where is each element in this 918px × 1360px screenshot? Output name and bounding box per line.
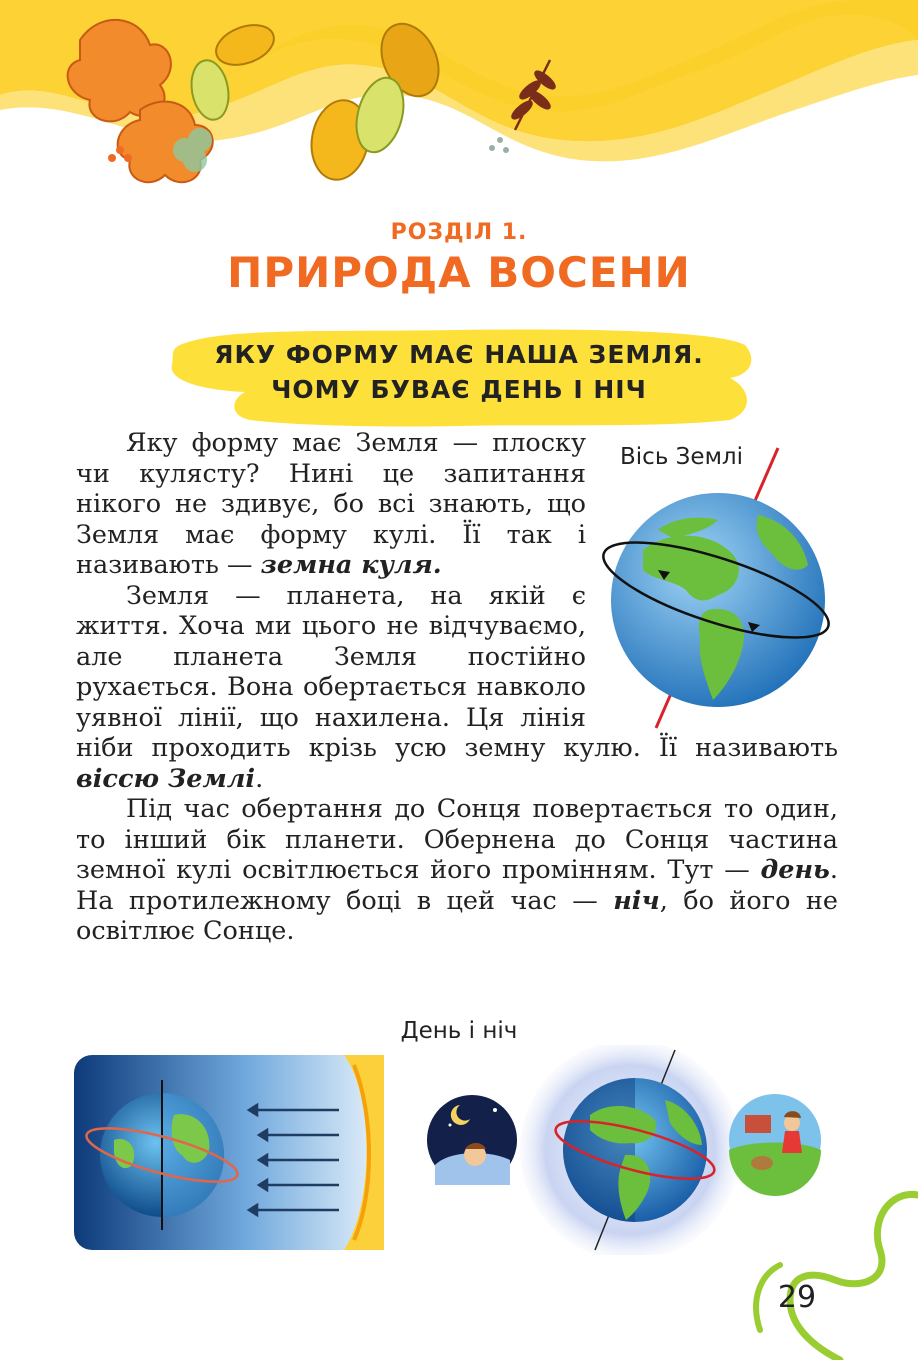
- topic-title-line-2: ЧОМУ БУВАЄ ДЕНЬ І НІЧ: [271, 375, 647, 404]
- term-den: день: [760, 855, 830, 885]
- section-title: ПРИРОДА ВОСЕНИ: [227, 248, 691, 297]
- page-number: 29: [777, 1280, 817, 1315]
- day-night-caption: День і ніч: [400, 1018, 518, 1044]
- section-label: РОЗДІЛ 1.: [390, 220, 528, 245]
- term-zemna-kulia: земна куля: [260, 550, 433, 580]
- paragraph-2: Земля — планета, на якій є життя. Хоча ми цього не відчуваємо, але планета Земля постійно рухається. Вона обертається навколо уявної лінії, що нахилена. Ця лінія ніби проходить крізь усю земну кулю. Її називають віссю Землі.: [76, 580, 838, 794]
- autumn-leaves-banner: [0, 0, 918, 215]
- decorative-green-curve: [740, 1180, 918, 1360]
- paragraph-1: Яку форму має Земля — плоску чи кулясту? Нині це запитання нікого не здивує, бо всі знають, що Земля має форму кулі. Її так і називають — земна куля.: [76, 428, 586, 580]
- earth-sun-illustration: [74, 1055, 384, 1250]
- term-nich: ніч: [613, 885, 660, 916]
- paragraph-3: Під час обертання до Сонця повертається то один, то інший бік планети. Обернена до Сонця частина земної кулі освітлюється його промінням. Тут — день. На протилежному боці в цей час — ніч, бо його не освітлює Сонце.: [76, 794, 838, 946]
- axis-caption: Вісь Землі: [620, 444, 744, 470]
- earth-axis-illustration: [598, 440, 838, 730]
- topic-title-line-1: ЯКУ ФОРМУ МАЄ НАША ЗЕМЛЯ.: [214, 340, 704, 369]
- term-vissiu-zemli: віссю Землі: [76, 763, 256, 794]
